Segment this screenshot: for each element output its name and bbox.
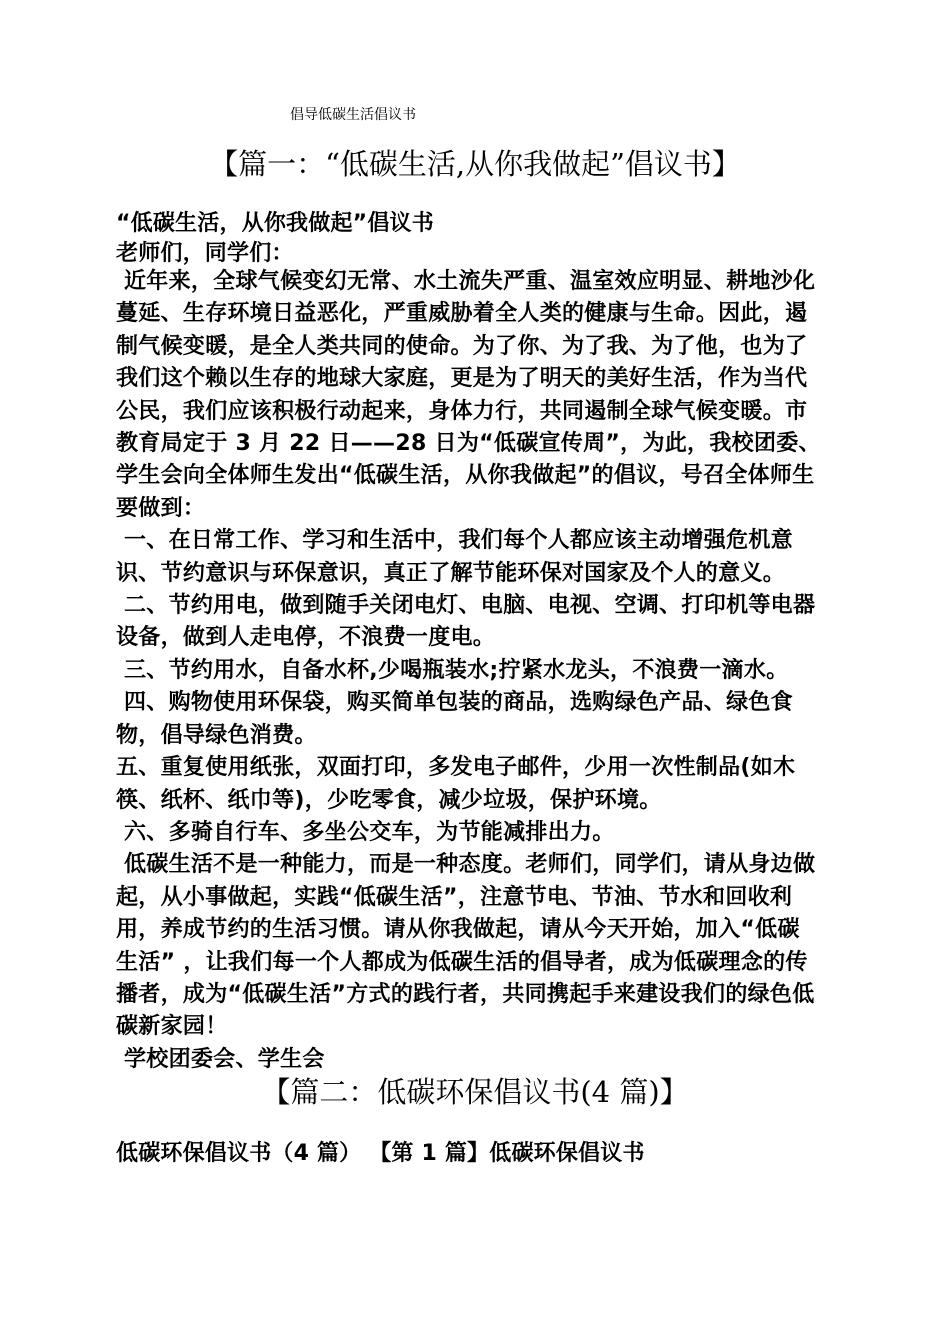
paragraph-closing: 低碳生活不是一种能力，而是一种态度。老师们，同学们，请从身边做起，从小事做起，实践“低碳生活”，注意节电、节油、节水和回收利用，养成节约的生活习惯。请从你我做起，请从今天开始，加入“低碳生活” ，让我们每一个人都成为低碳生活的倡导者，成为低碳理念的传播者，成为“低碳生活”方式的践行者，共同携起手来建设我们的绿色低碳新家园！ bbox=[116, 852, 816, 1040]
paragraph-item-1: 一、在日常工作、学习和生活中，我们每个人都应该主动增强危机意识、节约意识与环保意识，真正了解节能环保对国家及个人的意义。 bbox=[116, 528, 793, 586]
paragraph-item-5: 五、重复使用纸张，双面打印，多发电子邮件，少用一次性制品(如木筷、纸杯、纸巾等)，少吃零食，减少垃圾，保护环境。 bbox=[116, 755, 796, 813]
salutation: 老师们，同学们： bbox=[116, 241, 294, 266]
letter-body bbox=[116, 266, 822, 1076]
document-header: 倡导低碳生活倡议书 bbox=[290, 107, 416, 123]
signature-line: 学校团委会、学生会 bbox=[116, 1046, 325, 1072]
paragraph-item-3: 三、节约用水，自备水杯,少喝瓶装水;拧紧水龙头，不浪费一滴水。 bbox=[116, 657, 789, 683]
subheading: 低碳环保倡议书（4 篇） 【第 1 篇】低碳环保倡议书 bbox=[116, 1141, 645, 1166]
paragraph-item-6: 六、多骑自行车、多坐公交车，为节能减排出力。 bbox=[116, 819, 615, 845]
section-1-title: 【篇一：“低碳生活,从你我做起”倡议书】 bbox=[209, 147, 741, 181]
paragraph-item-2: 二、节约用电，做到随手关闭电灯、电脑、电视、空调、打印机等电器设备，做到人走电停，不浪费一度电。 bbox=[116, 593, 816, 651]
section-2-title: 【篇二：低碳环保倡议书(4 篇)】 bbox=[261, 1075, 689, 1109]
paragraph-intro: 近年来，全球气候变幻无常、水土流失严重、温室效应明显、耕地沙化蔓延、生存环境日益恶化，严重威胁着全人类的健康与生命。因此，遏制气候变暖，是全人类共同的使命。为了你、为了我、为了他，也为了我们这个赖以生存的地球大家庭，更是为了明天的美好生活，作为当代公民，我们应该积极行动起来，身体力行，共同遏制全球气候变暖。市教育局定于 3 月 22 日——28 日为“低碳宣传周”，为此，我校团委、学生会向全体师生发出“低碳生活，从你我做起”的倡议，号召全体师生要做到： bbox=[116, 269, 821, 521]
paragraph-item-4: 四、购物使用环保袋，购买简单包装的商品，选购绿色产品、绿色食物，倡导绿色消费。 bbox=[116, 690, 793, 748]
letter-title: “低碳生活，从你我做起”倡议书 bbox=[116, 211, 434, 236]
